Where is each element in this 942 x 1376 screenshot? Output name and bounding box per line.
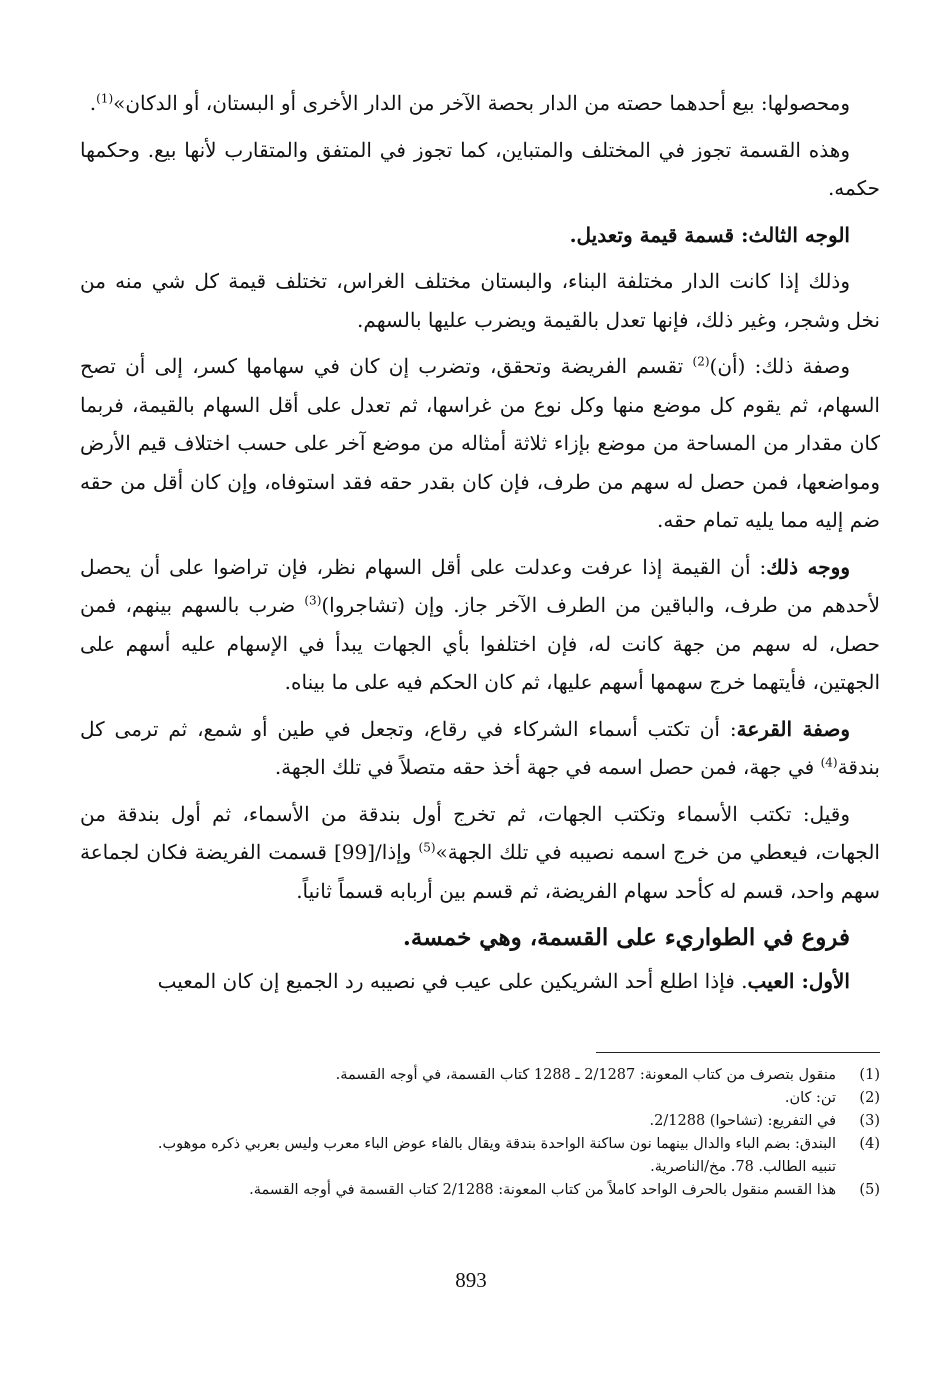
page-number: 893: [455, 1268, 487, 1292]
paragraph-6-text-b: في جهة، فمن حصل اسمه في جهة أخذ حقه متصلاً في تلك الجهة.: [274, 755, 821, 779]
footnote-ref-2: (2): [692, 354, 710, 369]
paragraph-2: وهذه القسمة تجوز في المختلف والمتباين، كما تجوز في المتفق والمتقارب لأنها بيع. وحكمها حكمه.: [80, 137, 880, 200]
footnote-3: [80, 1110, 880, 1133]
footnote-ref-4: (4): [820, 755, 838, 770]
paragraph-4: [80, 347, 880, 540]
footnote-separator: [596, 1052, 880, 1053]
footnote-line: هذا القسم منقول بالحرف الواحد كاملاً من كتاب المعونة: 2/1288 كتاب القسمة في أوجه القسمة.: [249, 1182, 836, 1198]
footnote-text: [80, 1064, 836, 1087]
paragraph-4-lead: وصفة ذلك: (أن): [709, 354, 850, 378]
footnote-number: (4): [859, 1136, 880, 1152]
paragraph-3: وذلك إذا كانت الدار مختلفة البناء، والبستان مختلف الغراس، تختلف قيمة كل شي منه من نخل وشجر، وغير ذلك، فإنها تعدل بالقيمة ويضرب عليها بالسهم.: [80, 269, 880, 332]
paragraph-7-text-b: وإذا/[99] قسمت الفريضة فكان لجماعة سهم واحد، قسم له كأحد سهام الفريضة، ثم قسم بين أربابه قسماً ثانياً.: [80, 840, 880, 903]
footnote-ref-1: (1): [96, 91, 114, 106]
paragraph-1: [80, 84, 880, 123]
footnote-number: (3): [859, 1113, 880, 1129]
paragraph-8-lead: الأول: العيب: [747, 969, 850, 993]
paragraph-7-text-a: وقيل: تكتب الأسماء وتكتب الجهات، ثم تخرج أول بندقة من الأسماء، ثم أول بندقة من الجهات، فيعطي من خرج اسمه نصيبه في تلك الجهة»: [80, 801, 880, 864]
footnote-number: (1): [859, 1067, 880, 1083]
paragraph-6-lead: وصفة القرعة: [736, 716, 850, 741]
footnote-line: منقول بتصرف من كتاب المعونة: 2/1287 ـ 1288 كتاب القسمة، في أوجه القسمة.: [335, 1067, 836, 1083]
footnote-line: تن: كان.: [784, 1090, 836, 1106]
footnote-2: [80, 1087, 880, 1110]
footnote-text: [80, 1087, 836, 1110]
heading-third-aspect: الوجه الثالث: قسمة قيمة وتعديل.: [569, 222, 850, 247]
footnote-line: تنبيه الطالب. 78. مخ/الناصرية.: [650, 1159, 836, 1175]
paragraph-5: [80, 548, 880, 702]
footnote-line: في التفريع: (تشاحوا) 2/1288.: [649, 1113, 836, 1129]
paragraph-8-text: . فإذا اطلع أحد الشريكين على عيب في نصيبه رد الجميع إن كان المعيب: [157, 969, 748, 993]
paragraph-6: [80, 710, 880, 787]
footnote-ref-3: (3): [304, 593, 322, 608]
paragraph-5-text-a: : أن القيمة إذا عرفت وعدلت على أقل السهام نظر، فإن تراضوا على أن يحصل لأحدهم من طرف، والباقين من الطرف الآخر جاز. وإن (تشاجروا): [80, 554, 880, 617]
footnote-4: [80, 1133, 880, 1179]
paragraph-5-text-b: ضرب بالسهم بينهم، فمن حصل، له سهم من جهة كانت له، فإن اختلفوا بأي الجهات يبدأ في الإسهام عليه أسهم على الجهتين، فأيتهما خرج سهمها أسهم عليها، ثم كان الحكم فيه على ما بيناه.: [80, 593, 880, 694]
section-heading: فروع في الطواريء على القسمة، وهي خمسة.: [402, 924, 850, 951]
paragraph-8: [80, 962, 880, 1001]
footnote-text: [80, 1110, 836, 1133]
paragraph-1-text: ومحصولها: بيع أحدهما حصته من الدار بحصة الآخر من الدار الأخرى أو البستان، أو الدكان»: [113, 91, 850, 115]
footnote-5: [80, 1179, 880, 1202]
footnotes: [80, 1064, 880, 1202]
main-text: [80, 84, 880, 1009]
footnote-text: [80, 1179, 836, 1202]
paragraph-4-text: تقسم الفريضة وتحقق، وتضرب إن كان في سهامها كسر، إلى أن تصح السهام، ثم يقوم كل موضع منها وكل نوع من غراسها، ثم تعدل على أقل السهام بالقيمة، فربما كان مقدار من المساحة من موضع بإزاء ثلاثة أمثاله من موضع آخر على حسب اختلاف قيم الأرض ومواضعها، فمن حصل له سهم من طرف، فإن كان بقدر حقه فقد استوفاه، وإن كان أقل من حقه ضم إليه مما يليه تمام حقه.: [80, 354, 880, 532]
paragraph-5-lead: ووجه ذلك: [766, 554, 850, 579]
footnote-ref-5: (5): [418, 840, 436, 855]
footnote-text: [80, 1133, 836, 1179]
paragraph-1-end: .: [89, 91, 97, 115]
footnote-number: (2): [859, 1090, 880, 1106]
footnote-line: البندق: بضم الباء والدال بينهما نون ساكنة الواحدة بندقة ويقال بالفاء عوض الباء معرب وليس بعربي ذكره موهوب.: [157, 1136, 836, 1152]
paragraph-6-text-a: : أن تكتب أسماء الشركاء في رقاع، وتجعل في طين أو شمع، ثم ترمى كل بندقة: [80, 716, 880, 779]
footnote-number: (5): [859, 1182, 880, 1198]
paragraph-7: [80, 795, 880, 911]
footnote-1: [80, 1064, 880, 1087]
